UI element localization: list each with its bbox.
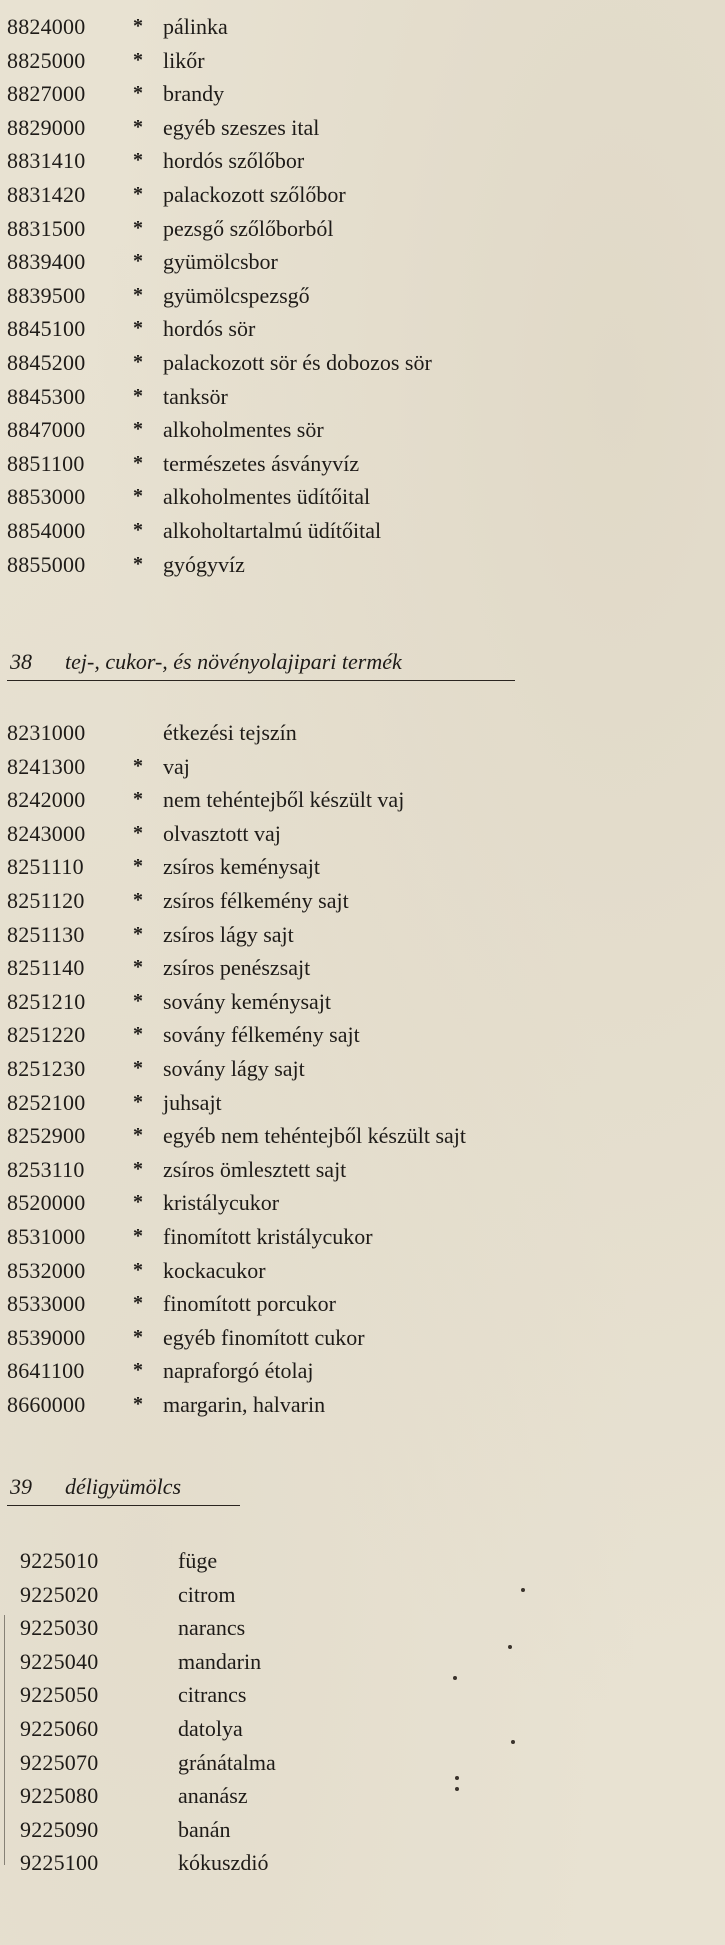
section-39-title: déligyümölcs	[65, 1474, 182, 1499]
item-mark: *	[133, 1157, 143, 1180]
item-code: 8251230	[7, 1056, 86, 1081]
item-name: zsíros lágy sajt	[163, 921, 294, 947]
item-name: vaj	[163, 753, 190, 779]
item-code: 8251140	[7, 955, 85, 981]
item-name: természetes ásványvíz	[163, 450, 360, 476]
item-code: 8243000	[7, 820, 86, 846]
section-38-title: tej-, cukor-, és növényolajipari termék	[65, 649, 402, 674]
item-code: 8532000	[7, 1257, 86, 1283]
item-mark: *	[133, 216, 143, 239]
item-mark: *	[133, 1225, 143, 1247]
item-code: 9225010	[20, 1548, 99, 1573]
item-code: 8251130	[7, 921, 85, 947]
item-name: zsíros félkemény sajt	[163, 888, 349, 913]
item-mark: *	[133, 1393, 143, 1415]
item-name: zsíros ömlesztett sajt	[163, 1156, 347, 1182]
item-code: 8825000	[7, 47, 86, 73]
item-mark: *	[133, 48, 143, 71]
item-code: 8851100	[7, 450, 85, 476]
item-mark: *	[133, 552, 143, 575]
item-name: brandy	[163, 81, 225, 107]
item-mark: *	[133, 82, 143, 105]
section-38-number: 38	[10, 649, 32, 674]
item-name: margarin, halvarin	[163, 1392, 326, 1417]
item-code: 8854000	[7, 518, 86, 543]
item-mark: *	[133, 889, 143, 911]
item-code: 8531000	[7, 1224, 86, 1249]
item-name: egyéb finomított cukor	[163, 1324, 365, 1350]
item-code: 8641100	[7, 1358, 85, 1384]
item-name: ananász	[178, 1783, 248, 1809]
item-name: sovány félkemény sajt	[163, 1022, 360, 1048]
item-mark: *	[133, 1023, 143, 1046]
item-mark: *	[133, 1258, 143, 1281]
item-code: 8831500	[7, 215, 86, 241]
item-code: 8539000	[7, 1324, 86, 1350]
item-mark: *	[133, 1325, 143, 1348]
item-name: datolya	[178, 1716, 243, 1741]
item-name: likőr	[163, 47, 205, 73]
item-mark: *	[133, 283, 143, 306]
item-code: 9225100	[20, 1850, 99, 1876]
item-code: 8242000	[7, 787, 86, 813]
item-name: citrancs	[178, 1682, 247, 1708]
item-mark: *	[133, 1191, 143, 1214]
item-mark: *	[133, 451, 143, 474]
item-name: egyéb nem tehéntejből készült sajt	[163, 1123, 467, 1149]
item-mark: *	[133, 149, 143, 172]
item-code: 8252900	[7, 1123, 86, 1149]
section-38-heading	[10, 645, 402, 679]
item-name: egyéb szeszes ital	[163, 114, 320, 140]
ink-speck	[521, 1588, 525, 1592]
item-mark: *	[133, 183, 143, 205]
item-name: palackozott sör és dobozos sör	[163, 350, 432, 375]
item-mark: *	[133, 1090, 143, 1113]
item-code: 8845100	[7, 316, 86, 342]
ink-speck	[455, 1787, 459, 1791]
item-code: 8853000	[7, 484, 86, 510]
item-code: 8845300	[7, 383, 86, 409]
item-code: 8251110	[7, 854, 84, 880]
item-name: étkezési tejszín	[163, 720, 297, 745]
item-mark: *	[133, 989, 143, 1012]
item-code: 8251220	[7, 1022, 86, 1048]
item-name: gyógyvíz	[163, 551, 245, 577]
item-code: 9225040	[20, 1648, 99, 1674]
item-code: 8839400	[7, 249, 86, 275]
item-name: mandarin	[178, 1648, 262, 1674]
item-mark: *	[133, 351, 143, 373]
section-39-rule	[7, 1505, 240, 1506]
item-name: banán	[178, 1816, 231, 1842]
item-name: narancs	[178, 1615, 246, 1641]
item-code: 9225060	[20, 1716, 99, 1741]
item-name: finomított porcukor	[163, 1291, 336, 1317]
item-mark: *	[133, 384, 143, 407]
ink-speck	[455, 1776, 459, 1780]
item-name: kristálycukor	[163, 1190, 280, 1216]
item-name: olvasztott vaj	[163, 820, 281, 846]
item-name: gyümölcspezsgő	[163, 282, 310, 308]
item-name: alkoholmentes üdítőital	[163, 484, 371, 510]
item-code: 8252100	[7, 1089, 86, 1115]
ink-speck	[453, 1676, 457, 1680]
item-name: juhsajt	[163, 1089, 222, 1115]
item-mark: *	[133, 485, 143, 508]
item-code: 8251210	[7, 988, 86, 1014]
item-code: 8253110	[7, 1156, 85, 1182]
item-code: 8839500	[7, 282, 86, 308]
item-code: 8847000	[7, 417, 86, 443]
item-mark: *	[133, 1292, 143, 1315]
item-name: sovány lágy sajt	[163, 1056, 305, 1081]
item-mark: *	[133, 788, 143, 811]
margin-line	[4, 1615, 5, 1865]
item-name: alkoholtartalmú üdítőital	[163, 518, 382, 543]
item-code: 8845200	[7, 350, 86, 375]
item-code: 8241300	[7, 753, 86, 779]
item-code: 8660000	[7, 1392, 86, 1417]
item-code: 8824000	[7, 14, 86, 39]
section-39-heading	[10, 1470, 181, 1504]
item-name: kockacukor	[163, 1257, 266, 1283]
item-code: 9225080	[20, 1783, 99, 1809]
ink-speck	[511, 1740, 515, 1744]
item-code: 9225090	[20, 1816, 99, 1842]
item-code: 9225030	[20, 1615, 99, 1641]
section-39-number: 39	[10, 1474, 32, 1499]
item-code: 9225050	[20, 1682, 99, 1708]
item-name: gránátalma	[178, 1749, 276, 1775]
item-mark: *	[133, 855, 143, 878]
item-mark: *	[133, 754, 143, 777]
item-name: pálinka	[163, 14, 228, 39]
item-code: 8855000	[7, 551, 86, 577]
item-code: 8520000	[7, 1190, 86, 1216]
item-mark: *	[133, 1057, 143, 1079]
item-code: 8231000	[7, 720, 86, 745]
item-name: zsíros keménysajt	[163, 854, 321, 880]
item-code: 8829000	[7, 114, 86, 140]
item-name: tanksör	[163, 383, 228, 409]
item-code: 8831410	[7, 148, 86, 174]
item-name: füge	[178, 1548, 218, 1573]
item-mark: *	[133, 821, 143, 844]
item-name: pezsgő szőlőborból	[163, 215, 334, 241]
item-code: 8827000	[7, 81, 86, 107]
item-name: hordós sör	[163, 316, 256, 342]
item-code: 9225070	[20, 1749, 99, 1775]
item-mark: *	[133, 956, 143, 979]
item-mark: *	[133, 250, 143, 273]
item-mark: *	[133, 317, 143, 340]
item-code: 8533000	[7, 1291, 86, 1317]
item-mark: *	[133, 15, 143, 37]
item-name: zsíros penészsajt	[163, 955, 311, 981]
item-mark: *	[133, 115, 143, 138]
item-mark: *	[133, 519, 143, 541]
item-name: alkoholmentes sör	[163, 417, 324, 443]
item-mark: *	[133, 922, 143, 945]
section-38-rule	[7, 680, 515, 681]
item-code: 8251120	[7, 888, 85, 913]
item-mark: *	[133, 418, 143, 441]
ink-speck	[508, 1645, 512, 1649]
item-code: 9225020	[20, 1581, 99, 1607]
item-mark: *	[133, 1124, 143, 1147]
item-name: kókuszdió	[178, 1850, 269, 1876]
item-name: gyümölcsbor	[163, 249, 278, 275]
item-code: 8831420	[7, 182, 86, 207]
item-name: palackozott szőlőbor	[163, 182, 346, 207]
item-name: hordós szőlőbor	[163, 148, 305, 174]
item-name: finomított kristálycukor	[163, 1224, 373, 1249]
item-name: napraforgó étolaj	[163, 1358, 314, 1384]
item-name: sovány keménysajt	[163, 988, 332, 1014]
item-name: nem tehéntejből készült vaj	[163, 787, 405, 813]
item-name: citrom	[178, 1581, 236, 1607]
item-mark: *	[133, 1359, 143, 1382]
